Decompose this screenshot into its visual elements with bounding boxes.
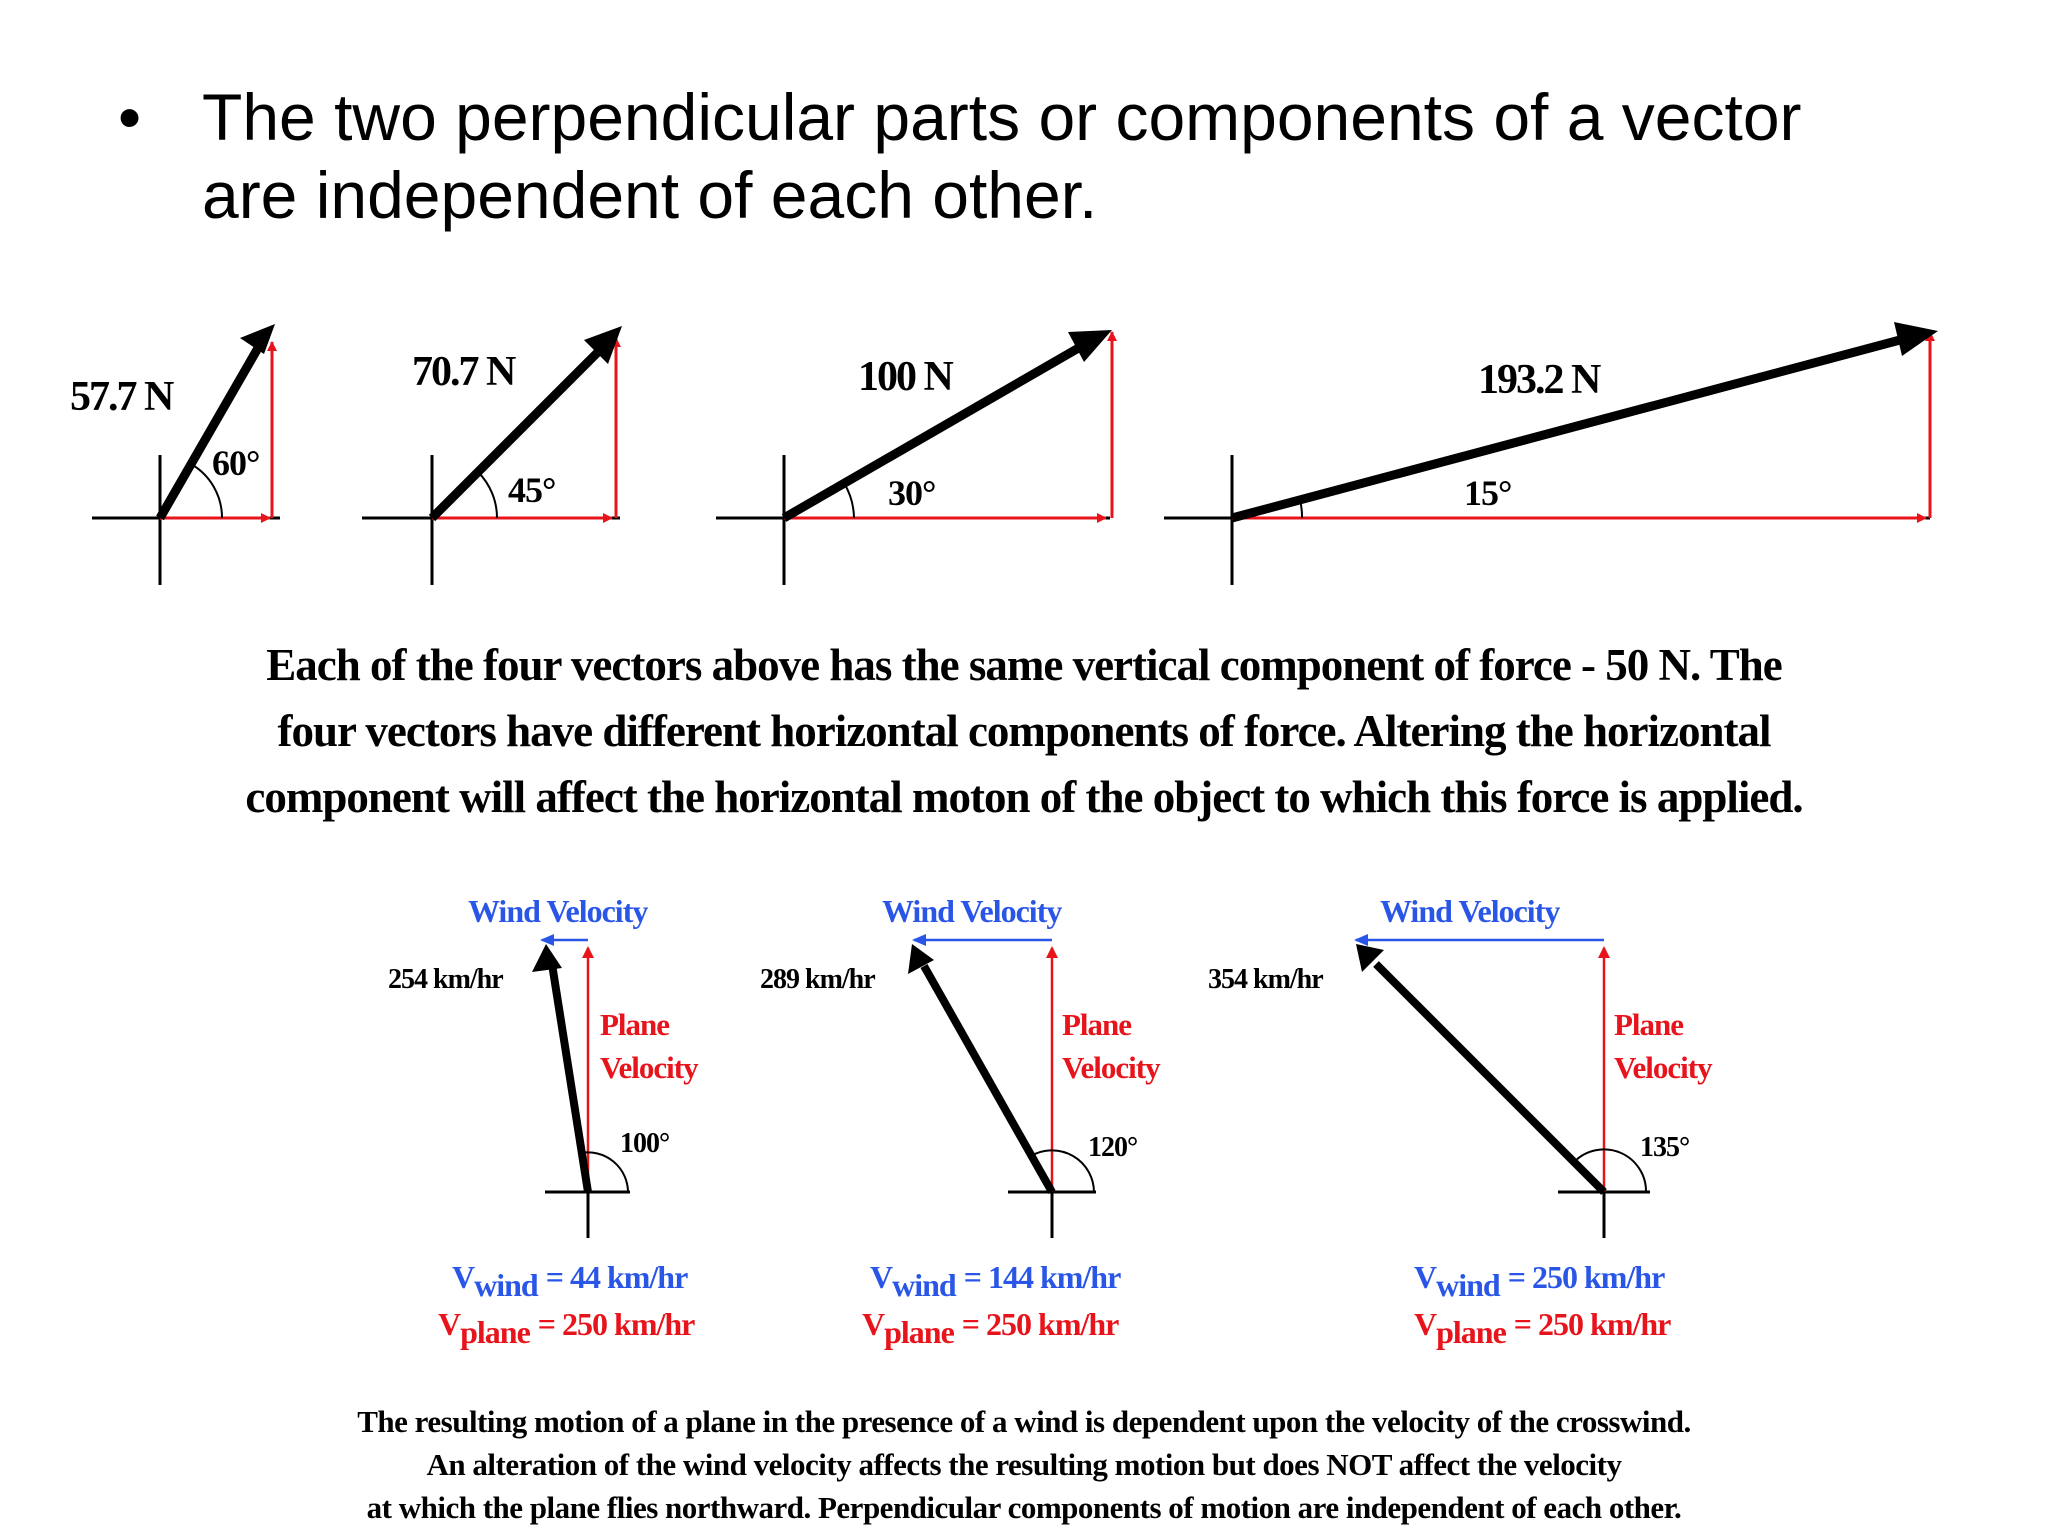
caption2-line-2: An alteration of the wind velocity affects the resulting motion but does NOT affect the velocity [426, 1447, 1622, 1482]
vplane-equation [1414, 1306, 1671, 1350]
vwind-value: = 250 km/hr [1507, 1259, 1665, 1295]
plane-diagram-3 [1208, 893, 1713, 1350]
vplane-value: = 250 km/hr [537, 1306, 695, 1342]
vplane-value: = 250 km/hr [1513, 1306, 1671, 1342]
resultant-arrowhead [532, 944, 562, 972]
resultant-speed-label: 354 km/hr [1208, 964, 1323, 995]
angle-label: 15° [1464, 473, 1512, 513]
plane-diagram-2 [760, 893, 1161, 1350]
bullet-line-1: The two perpendicular parts or components of a vector [202, 80, 1802, 154]
vwind-equation [870, 1259, 1121, 1303]
wind-velocity-label: Wind Velocity [468, 893, 648, 929]
vplane-equation [862, 1306, 1119, 1350]
plane-velocity-label-2: Velocity [600, 1050, 698, 1085]
force-magnitude-label: 57.7 N [70, 374, 173, 420]
plane-velocity-figure [0, 860, 2048, 1380]
plane-velocity-caption [0, 1400, 2048, 1529]
plane-subscript: plane [460, 1314, 530, 1350]
plane-diagram-1 [388, 893, 699, 1350]
v-symbol: V [862, 1306, 885, 1342]
wind-velocity-label: Wind Velocity [1380, 893, 1560, 929]
angle-label: 135° [1640, 1132, 1690, 1163]
angle-label: 60° [212, 443, 260, 483]
force-vectors-caption [0, 632, 2048, 830]
vwind-equation [452, 1259, 688, 1303]
wind-subscript: wind [474, 1267, 538, 1303]
angle-label: 30° [888, 473, 936, 513]
angle-label: 45° [508, 470, 556, 510]
v-symbol: V [452, 1259, 475, 1295]
force-vector-group-3 [716, 330, 1112, 585]
force-magnitude-label: 100 N [858, 354, 952, 400]
angle-arc [844, 483, 854, 518]
caption2-line-1: The resulting motion of a plane in the presence of a wind is dependent upon the velocity of the crosswind. [357, 1404, 1691, 1439]
caption1-line-2: four vectors have different horizontal components of force. Altering the horizontal [277, 706, 1771, 756]
force-vector-group-4 [1164, 322, 1938, 585]
force-vector-group-1 [70, 324, 280, 585]
plane-subscript: plane [884, 1314, 954, 1350]
force-magnitude-label: 193.2 N [1478, 357, 1600, 403]
wind-velocity-label: Wind Velocity [882, 893, 1062, 929]
caption1-line-1: Each of the four vectors above has the same vertical component of force - 50 N. The [266, 640, 1782, 690]
v-symbol: V [438, 1306, 461, 1342]
bullet-line-2: are independent of each other. [202, 158, 1098, 232]
wind-subscript: wind [1436, 1267, 1500, 1303]
plane-velocity-label-2: Velocity [1062, 1050, 1160, 1085]
bullet-dot: • [118, 80, 142, 154]
caption2-line-3: at which the plane flies northward. Perpendicular components of motion are independent of each other. [366, 1490, 1682, 1525]
caption1-line-3: component will affect the horizontal moton of the object to which this force is applied. [245, 772, 1803, 822]
vwind-value: = 44 km/hr [545, 1259, 688, 1295]
v-symbol: V [870, 1259, 893, 1295]
resultant-speed-label: 289 km/hr [760, 964, 875, 995]
v-symbol: V [1414, 1306, 1437, 1342]
vwind-equation [1414, 1259, 1665, 1303]
vplane-value: = 250 km/hr [961, 1306, 1119, 1342]
vplane-equation [438, 1306, 695, 1350]
force-magnitude-label: 70.7 N [412, 349, 515, 395]
force-vectors-figure [0, 0, 2048, 620]
vwind-value: = 144 km/hr [963, 1259, 1121, 1295]
force-vector-group-2 [362, 326, 622, 585]
plane-velocity-label-1: Plane [1614, 1007, 1684, 1042]
plane-subscript: plane [1436, 1314, 1506, 1350]
plane-velocity-label-1: Plane [600, 1007, 670, 1042]
resultant-vector [160, 348, 258, 518]
plane-velocity-label-1: Plane [1062, 1007, 1132, 1042]
plane-velocity-label-2: Velocity [1614, 1050, 1712, 1085]
resultant-velocity-vector [1376, 964, 1604, 1192]
angle-label: 100° [620, 1128, 670, 1159]
resultant-arrowhead [240, 324, 275, 354]
wind-subscript: wind [892, 1267, 956, 1303]
resultant-speed-label: 254 km/hr [388, 964, 503, 995]
v-symbol: V [1414, 1259, 1437, 1295]
resultant-velocity-vector [924, 966, 1052, 1192]
resultant-velocity-vector [552, 964, 588, 1192]
angle-arc [478, 472, 497, 518]
angle-label: 120° [1088, 1132, 1138, 1163]
